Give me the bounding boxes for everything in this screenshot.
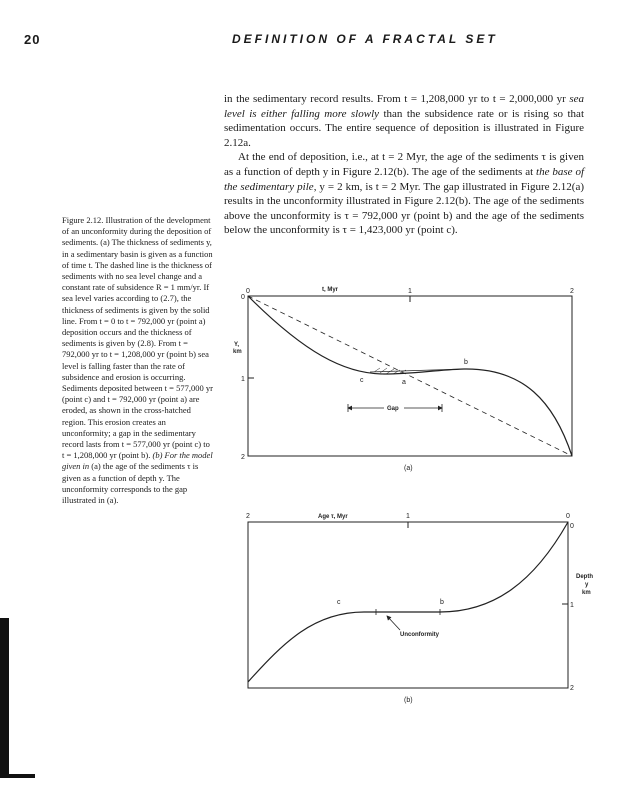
paragraph-1 <box>224 92 584 150</box>
p1-text-a: in the sedimentary record results. From t = 1,208,000 yr to t = 2,000,000 yr <box>224 93 570 105</box>
panel-b-y-unit: km <box>582 590 591 596</box>
panel-b <box>246 513 593 704</box>
p2-text-b: , y = 2 km, is t = 2 Myr. The gap illustrated in Figure 2.12(a) results in the unconformity illustrated in Figure 2.12(b). The age of the sediments above the unconformity is τ = 792,000 yr (point b) and the age of the sediments below the unconformity is τ = 1,423,000 yr (point c). <box>224 180 585 237</box>
panel-a-y-unit: km <box>233 349 242 355</box>
panel-a-y-title: Y, <box>234 342 240 348</box>
scan-edge-bar <box>0 618 9 778</box>
panel-a-x-tick-1: 1 <box>408 288 412 295</box>
panel-a-point-c: c <box>360 377 364 384</box>
caption-text-b: (a) the age of the sediments τ is given as a function of depth y. The unconformity corresponds to the gap illustrated in (a). <box>62 461 199 506</box>
panel-b-point-b: b <box>440 599 444 606</box>
panel-a-y-tick-1: 1 <box>241 376 245 383</box>
panel-a <box>233 287 574 472</box>
scan-edge-foot <box>9 774 35 778</box>
panel-b-y-title: Depth <box>576 574 593 580</box>
body-text <box>224 92 584 238</box>
panel-a-label: (a) <box>404 465 413 472</box>
running-title: DEFINITION OF A FRACTAL SET <box>232 32 498 46</box>
caption-emphasis: (b) For the model given in <box>62 450 213 472</box>
figure-svg <box>224 282 604 744</box>
caption-text <box>62 215 214 506</box>
p1-text-b: than the subsidence rate or is rising so that sedimentation occurs. The entire sequence of deposition is illustrated in Figure 2.12a. <box>224 107 584 149</box>
panel-a-x-tick-0: 0 <box>246 288 250 295</box>
panel-a-point-b: b <box>464 359 468 366</box>
panel-b-x-tick-2: 2 <box>246 513 250 520</box>
panel-b-frame <box>248 522 568 688</box>
panel-a-y-tick-0: 0 <box>241 294 245 301</box>
figure-2-12 <box>224 282 604 744</box>
page-number: 20 <box>24 32 41 47</box>
p2-text-a: At the end of deposition, i.e., at t = 2 Myr, the age of the sediments τ is given as a function of depth y in Figure 2.12(b). The age of the sediments at <box>224 151 584 178</box>
panel-a-x-tick-2: 2 <box>570 288 574 295</box>
panel-b-y-tick-1: 1 <box>570 602 574 609</box>
panel-a-gap-level <box>370 369 464 372</box>
caption-text-a: Figure 2.12. Illustration of the development of an unconformity during the deposition of sediments. (a) The thickness of sediments y, in a sedimentary basin is given as a function of time t. The dashed line is the thickness of sediments with no sea level change and a constant rate of subsidence R = 1 mm/yr. If sea level varies according to (2.7), the thickness of sediments is given by the solid line. From t = 0 to t = 792,000 yr (point a) deposition occurs and the thickness of sediments is given by (2.8). From t = 792,000 yr to t = 1,208,000 yr (point b) sea level is falling faster than the rate of subsidence and erosion is occurring. Sediments deposited between t = 577,000 yr (point c) and t = 792,000 yr (point a) are eroded, as shown in the cross-hatched region. This erosion creates an unconformity; a gap in the sedimentary record lasts from t = 577,000 yr (point c) to t = 1,208,000 yr (point b). <box>62 215 213 461</box>
panel-b-y-tick-0: 0 <box>570 523 574 530</box>
panel-b-x-tick-0: 0 <box>566 513 570 520</box>
p1-emphasis: sea level is either falling more slowly <box>224 93 584 120</box>
figure-caption <box>62 215 214 506</box>
panel-b-y-tick-2: 2 <box>570 685 574 692</box>
panel-a-point-a: a <box>402 379 406 386</box>
panel-b-x-tick-1: 1 <box>406 513 410 520</box>
panel-a-y-tick-2: 2 <box>241 454 245 461</box>
panel-b-y-var: y <box>585 582 589 588</box>
paragraph-2 <box>224 150 584 238</box>
panel-a-gap-label: Gap <box>387 406 399 412</box>
page-header <box>24 32 584 48</box>
panel-b-label: (b) <box>404 697 413 704</box>
panel-b-unconformity-label: Unconformity <box>400 632 439 638</box>
panel-a-x-title: t, Myr <box>322 287 339 293</box>
panel-b-point-c: c <box>337 599 341 606</box>
panel-b-age-curve <box>248 522 568 682</box>
panel-b-x-title: Age τ, Myr <box>318 514 348 520</box>
panel-a-dashed-line <box>248 296 572 456</box>
p2-emphasis: the base of the sedimentary pile <box>224 165 584 193</box>
panel-b-unconformity-arrow <box>387 616 400 630</box>
